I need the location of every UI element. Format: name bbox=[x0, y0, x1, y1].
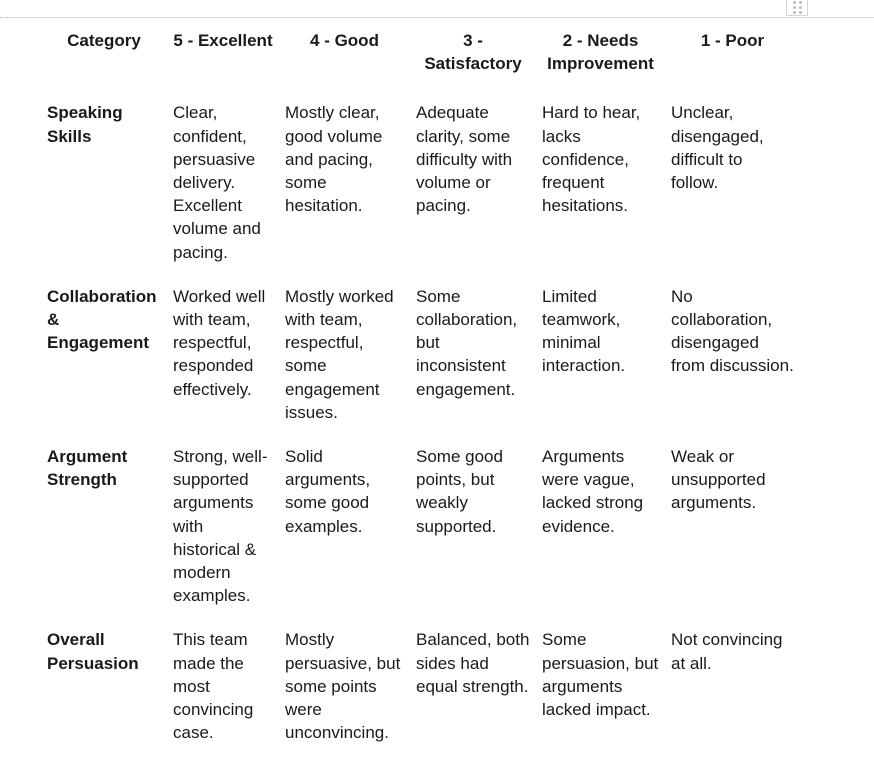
header-row bbox=[41, 24, 800, 96]
table-cell: Solid arguments, some good examples. bbox=[285, 447, 371, 536]
header-poor: 1 - Poor bbox=[700, 31, 765, 50]
rubric-table bbox=[41, 24, 800, 760]
table-cell: Strong, well-supported arguments with historical & modern examples. bbox=[173, 447, 268, 606]
table-cell: Some good points, but weakly supported. bbox=[416, 447, 503, 536]
row-category-label: Argument Strength bbox=[47, 447, 128, 490]
row-category-label: Overall Persuasion bbox=[47, 630, 139, 673]
table-cell: Not convincing at all. bbox=[671, 630, 783, 673]
table-cell: Limited teamwork, minimal interaction. bbox=[542, 286, 626, 376]
table-row bbox=[41, 623, 800, 760]
table-cell: Balanced, both sides had equal strength. bbox=[416, 630, 530, 696]
table-top-border bbox=[0, 17, 874, 18]
table-cell: Some persuasion, but arguments lacked impact. bbox=[542, 630, 659, 720]
table-cell: Adequate clarity, some difficulty with volume or pacing. bbox=[416, 103, 513, 216]
header-needs-improvement: 2 - Needs Improvement bbox=[547, 31, 654, 74]
table-cell: Some collaboration, but inconsistent engagement. bbox=[416, 286, 518, 399]
table-row bbox=[41, 96, 800, 279]
table-cell: Mostly clear, good volume and pacing, some hesitation. bbox=[285, 103, 383, 216]
header-good: 4 - Good bbox=[310, 31, 379, 50]
table-cell: Mostly worked with team, respectful, some engagement issues. bbox=[285, 286, 394, 422]
table-cell: This team made the most convincing case. bbox=[173, 630, 254, 743]
table-row bbox=[41, 440, 800, 623]
table-cell: No collaboration, disengaged from discussion. bbox=[671, 286, 794, 376]
table-row bbox=[41, 280, 800, 440]
header-category: Category bbox=[67, 31, 141, 50]
table-cell: Clear, confident, persuasive delivery. Excellent volume and pacing. bbox=[173, 103, 261, 262]
header-satisfactory: 3 - Satisfactory bbox=[424, 31, 522, 74]
table-cell: Hard to hear, lacks confidence, frequent hesitations. bbox=[542, 103, 641, 216]
row-category-label: Collaboration & Engagement bbox=[47, 286, 157, 353]
table-cell: Arguments were vague, lacked strong evidence. bbox=[542, 447, 644, 536]
table-cell: Worked well with team, respectful, responded effectively. bbox=[173, 286, 266, 399]
row-category-label: Speaking Skills bbox=[47, 103, 123, 146]
table-cell: Unclear, disengaged, difficult to follow. bbox=[671, 103, 764, 193]
table-cell: Mostly persuasive, but some points were unconvincing. bbox=[285, 630, 401, 743]
table-cell: Weak or unsupported arguments. bbox=[671, 447, 766, 513]
drag-handle-icon[interactable] bbox=[786, 0, 808, 16]
header-excellent: 5 - Excellent bbox=[173, 31, 273, 50]
